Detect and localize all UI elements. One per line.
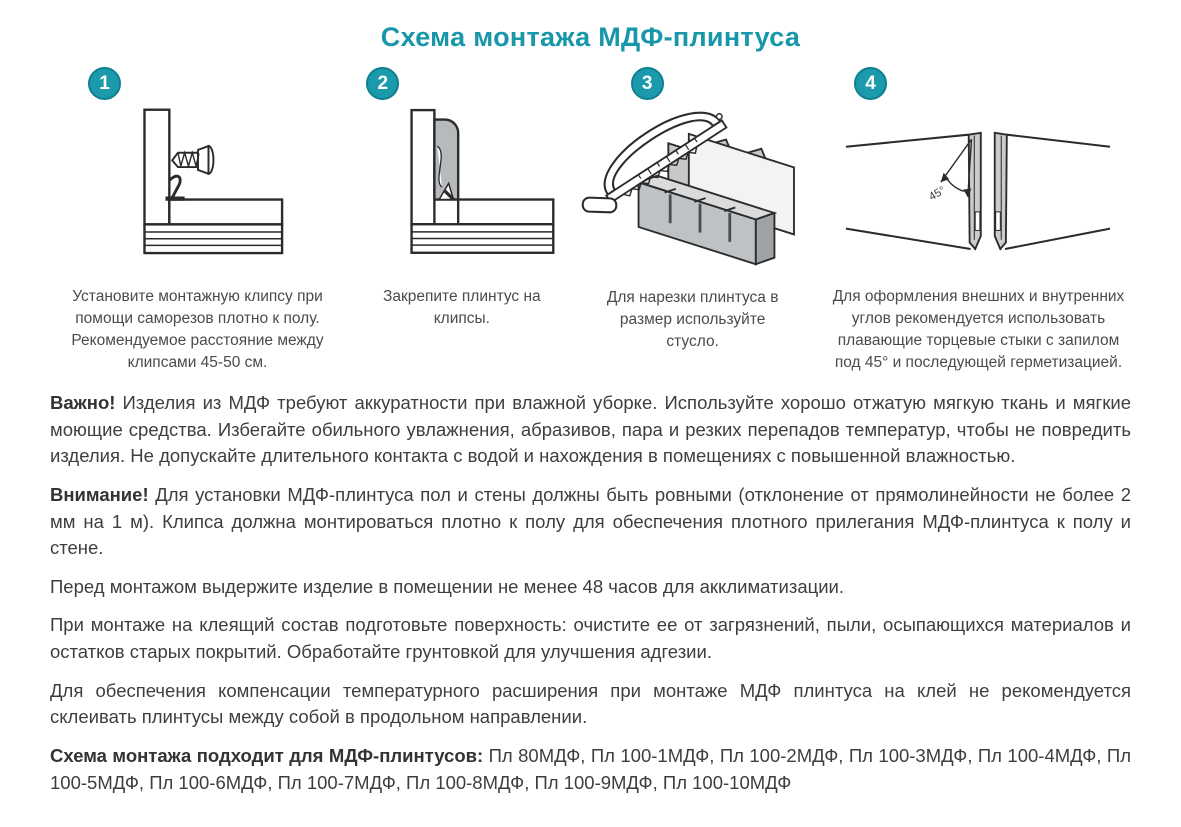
page-title: Схема монтажа МДФ-плинтуса xyxy=(380,22,801,52)
paragraph-lead: Важно! xyxy=(50,392,116,413)
paragraph-lead: Схема монтажа подходит для МДФ-плинтусов: xyxy=(50,744,484,766)
step-number: 2 xyxy=(377,73,389,94)
step-1-caption: Установите монтажную клипсу при помощи саморезов плотно к полу. Рекомендуемое расстояние между клипсами 45-50 см. xyxy=(71,288,324,371)
installation-steps-section xyxy=(50,67,1131,374)
paragraph-lead: Внимание! xyxy=(50,483,149,505)
notes-section xyxy=(50,390,1131,796)
step-4-caption: Для оформления внешних и внутренних углов рекомендуется использовать плавающие торцевые стыки с запилом под 45° и последующей герметизацией. xyxy=(832,288,1125,371)
clip-screw-wall-section-illustration xyxy=(73,104,323,276)
paragraph-text: При монтаже на клеящий состав подготовьте поверхность: очистите ее от загрязнений, пыли, осыпающихся материалов и остатков старых покрытий. Обработайте грунтовкой для улучшения адгезии. xyxy=(50,614,1131,662)
paragraph-expansion xyxy=(50,678,1131,731)
step-1 xyxy=(50,67,345,374)
paragraph-text: Пл 80МДФ, Пл 100-1МДФ, Пл 100-2МДФ, Пл 100-3МДФ, Пл 100-4МДФ, Пл 100-5МДФ, Пл 100-6МДФ, Пл 100-7МДФ, Пл 100-8МДФ, Пл 100-9МДФ, Пл 100-10МДФ xyxy=(50,744,1131,793)
angle-45-label: 45° xyxy=(927,184,949,204)
step-3-caption: Для нарезки плинтуса в размер используйте стусло. xyxy=(606,289,779,350)
paragraph-text: Для обеспечения компенсации температурного расширения при монтаже МДФ плинтуса на клей не рекомендуется склеивать плинтусы между собой в продольном направлении. xyxy=(50,679,1131,728)
paragraph-text: Для установки МДФ-плинтуса пол и стены должны быть ровными (отклонение от прямолинейности не более 2 мм на 1 м). Клипса должна монтироваться плотно к полу для обеспечения плотного прилегания МДФ-плинтуса к полу и стене. xyxy=(50,483,1131,559)
step-4 xyxy=(826,67,1131,374)
paragraph-text: Изделия из МДФ требуют аккуратности при влажной уборке. Используйте хорошо отжатую мягкую ткань и мягкие моющие средства. Избегайте обильного увлажнения, абразивов, пара и резких перепадов температур, чтобы не повредить изделия. Не допускайте длительного контакта с водой и нахождения в помещениях с повышенной влажностью. xyxy=(50,392,1131,467)
corner-joint-45-degrees-illustration xyxy=(828,104,1128,276)
paragraph-glue-surface xyxy=(50,612,1131,665)
paragraph-acclimatization xyxy=(50,574,1131,601)
paragraph-compatible-models xyxy=(50,743,1131,796)
hacksaw-miter-box-illustration xyxy=(579,70,807,276)
paragraph-attention xyxy=(50,482,1131,562)
step-2-number-badge xyxy=(366,67,399,100)
step-3-number-badge xyxy=(631,67,664,100)
step-number: 4 xyxy=(865,73,876,94)
step-3 xyxy=(579,67,807,374)
paragraph-important xyxy=(50,390,1131,470)
step-number: 3 xyxy=(641,73,653,94)
step-1-number-badge xyxy=(88,67,121,100)
step-4-number-badge xyxy=(854,67,887,100)
paragraph-text: Перед монтажом выдержите изделие в помещении не менее 48 часов для акклиматизации. xyxy=(50,575,845,597)
step-number: 1 xyxy=(99,73,110,94)
step-2 xyxy=(364,67,559,374)
step-2-caption: Закрепите плинтус на клипсы. xyxy=(383,288,541,327)
plinth-on-clip-wall-section-illustration xyxy=(364,104,559,276)
